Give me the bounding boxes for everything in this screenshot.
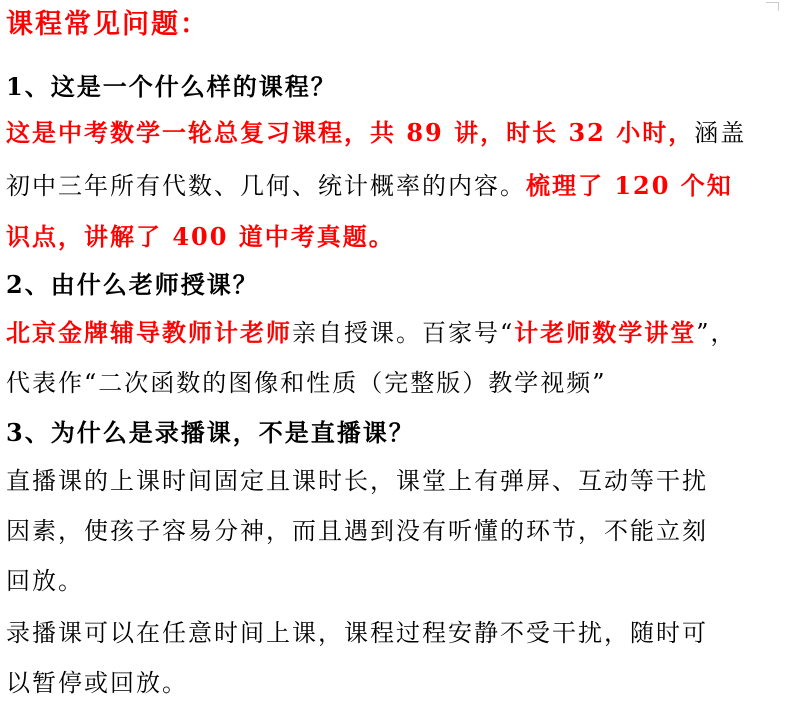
question-3: 3、为什么是录播课，不是直播课？: [6, 418, 415, 447]
corner-mark: [766, 2, 779, 11]
answer-3-para-1-line-2: 因素，使孩子容易分神，而且遇到没有听懂的环节，不能立刻: [6, 517, 708, 545]
answer-1-text-b: 初中三年所有代数、几何、统计概率的内容。: [6, 172, 526, 200]
answer-3-para-2-line-2: 以暂停或回放。: [6, 669, 188, 697]
answer-3-para-1-line-1: 直播课的上课时间固定且课时长，课堂上有弹屏、互动等干扰: [6, 467, 708, 495]
teacher-name: 北京金牌辅导教师计老师: [6, 318, 292, 347]
answer-1-highlight-a: 这是中考数学一轮总复习课程，共 89 讲，时长 32 小时，: [6, 118, 695, 147]
question-1: 1、这是一个什么样的课程？: [6, 72, 337, 101]
answer-2-line-2: 代表作“二次函数的图像和性质（完整版）教学视频”: [6, 369, 607, 397]
answer-1-text-a: 涵盖: [694, 119, 747, 147]
answer-1-highlight-b: 梳理了 120 个知: [526, 171, 733, 200]
answer-1-line-2: [6, 171, 733, 201]
answer-1-line-3: 识点，讲解了 400 道中考真题。: [6, 222, 395, 251]
answer-2-line-1: [6, 318, 737, 348]
answer-1-line-1: [6, 118, 746, 148]
question-2: 2、由什么老师授课？: [6, 270, 259, 299]
answer-3-para-2-line-1: 录播课可以在任意时间上课，课程过程安静不受干扰，随时可: [6, 619, 708, 647]
answer-2-text-b: ”，: [696, 319, 737, 347]
answer-2-text-a: 亲自授课。百家号“: [292, 319, 515, 347]
answer-3-para-1-line-3: 回放。: [6, 567, 84, 595]
page-title: 课程常见问题：: [6, 9, 209, 40]
channel-name: 计老师数学讲堂: [514, 318, 697, 347]
